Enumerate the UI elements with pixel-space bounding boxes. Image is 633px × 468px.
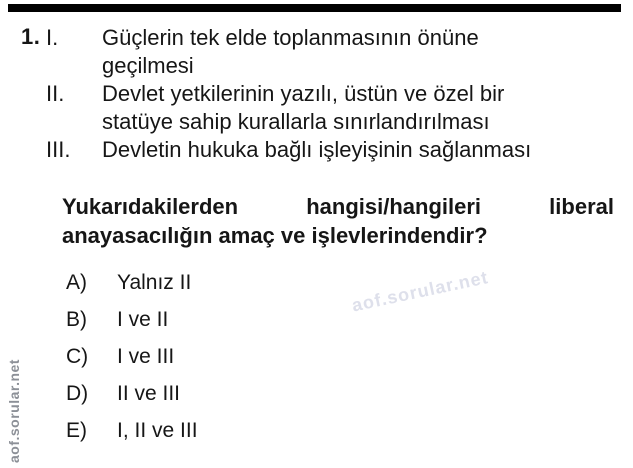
premise-numeral: III.: [46, 137, 71, 162]
premise-text: statüye sahip kurallarla sınırlandırılması: [102, 109, 490, 134]
option-text: I ve III: [117, 345, 175, 368]
option-letter: B): [66, 308, 87, 331]
option-c: [66, 345, 198, 369]
premise-numeral: II.: [46, 81, 65, 106]
premise-text: Devlet yetkilerinin yazılı, üstün ve özel bir: [102, 81, 505, 106]
premise-list: [46, 24, 616, 164]
option-d: [66, 382, 198, 406]
watermark-left-vertical: aof.sorular.net: [6, 359, 22, 463]
option-letter: E): [66, 419, 87, 442]
question-stem-line: anayasacılığın amaç ve işlevlerindendir?: [62, 223, 488, 248]
premise-numeral: I.: [46, 25, 59, 50]
answer-options: [66, 271, 198, 456]
question-stem: [62, 192, 614, 250]
watermark-center: aof.sorular.net: [350, 267, 491, 316]
option-letter: D): [66, 382, 89, 405]
premise-text: geçilmesi: [102, 53, 194, 78]
option-letter: C): [66, 345, 89, 368]
premise-text: Güçlerin tek elde toplanmasının önüne: [102, 25, 479, 50]
premise-item-3: [46, 136, 616, 164]
question-number: 1.: [21, 24, 41, 49]
premise-item-1: [46, 24, 616, 80]
option-text: I ve II: [117, 308, 169, 331]
scan-separator-bar: [8, 4, 621, 12]
option-text: I, II ve III: [117, 419, 198, 442]
premise-item-2: [46, 80, 616, 136]
option-letter: A): [66, 271, 87, 294]
question-stem-line: Yukarıdakilerden hangisi/hangileri liberal: [62, 194, 614, 219]
premise-text: Devletin hukuka bağlı işleyişinin sağlanması: [102, 137, 532, 162]
option-text: Yalnız II: [117, 271, 192, 294]
option-a: [66, 271, 198, 295]
option-e: [66, 419, 198, 443]
option-text: II ve III: [117, 382, 181, 405]
option-b: [66, 308, 198, 332]
